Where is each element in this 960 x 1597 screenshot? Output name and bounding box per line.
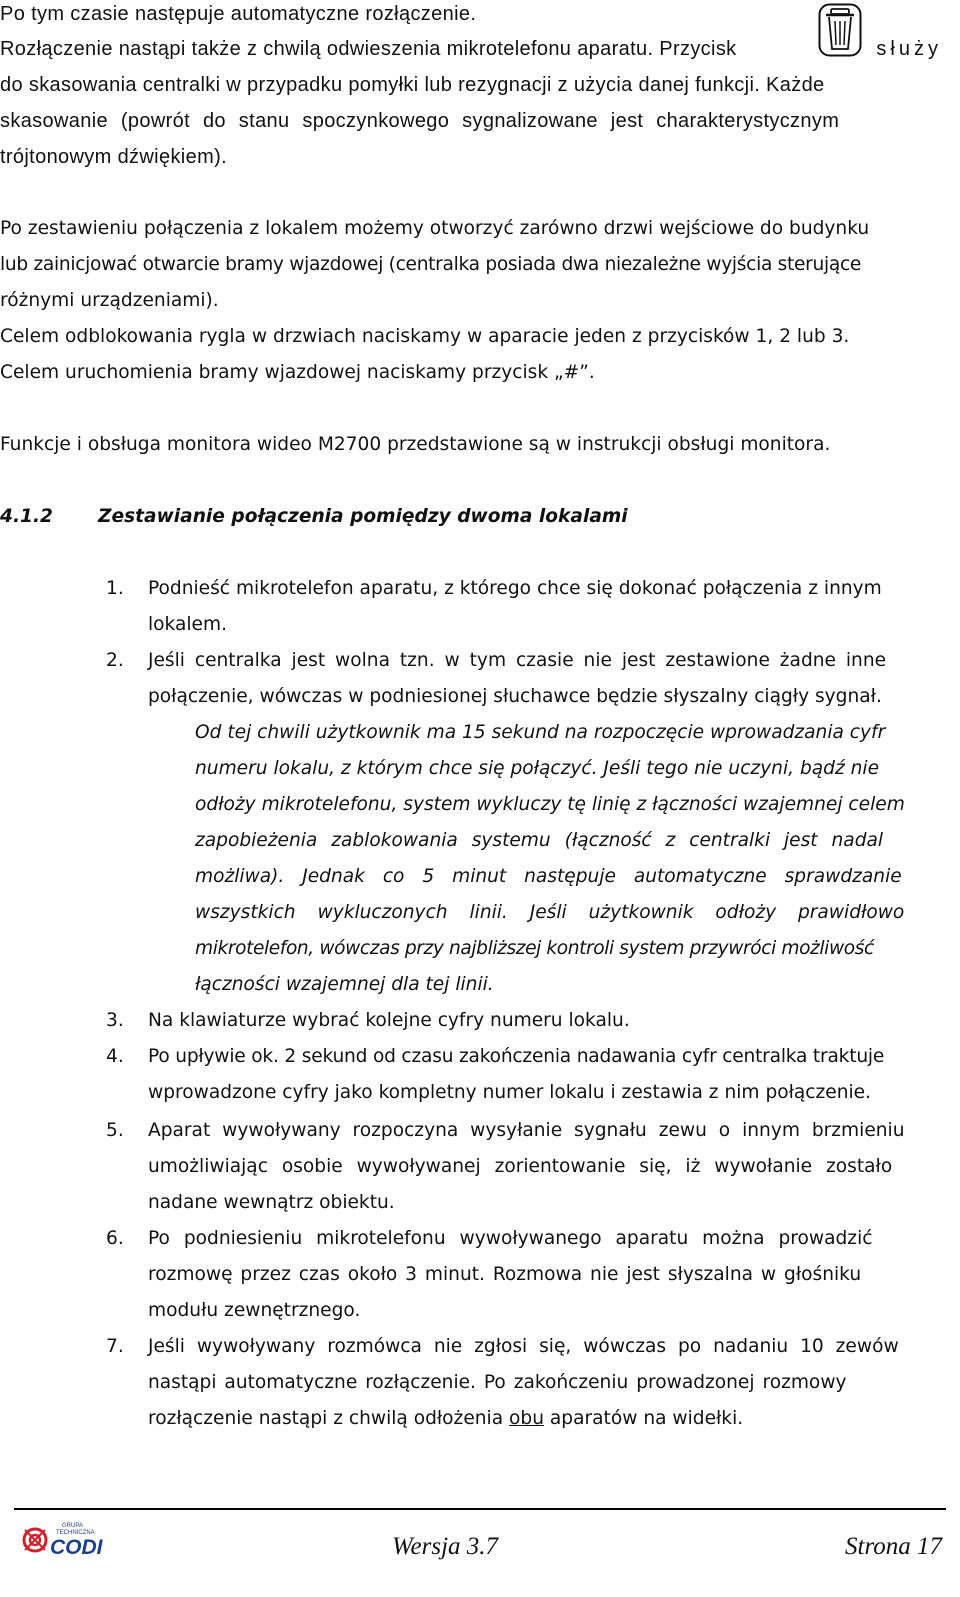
step-text-line: wprowadzone cyfry jako kompletny numer lokalu i zestawia z nim połączenie. [148,1082,872,1103]
para2-line-1: Po zestawieniu połączenia z lokalem możemy otworzyć zarówno drzwi wejściowe do budynku [0,218,870,239]
step-text-line: Na klawiaturze wybrać kolejne cyfry numeru lokalu. [148,1010,630,1031]
step-number: 5. [106,1120,124,1141]
step-text-line: Jeśli centralka jest wolna tzn. w tym czasie nie jest zestawione żadne inne [148,650,887,671]
logo-top-text: GRUPA [62,1523,83,1529]
para2-line-3: różnymi urządzeniami). [0,290,219,311]
logo-mid-text: TECHNICZNA [56,1530,95,1536]
top-line-2a: Rozłączenie nastąpi także z chwilą odwieszenia mikrotelefonu aparatu. Przycisk [0,38,737,60]
top-line-2b: służy [876,38,942,60]
step-text-line: modułu zewnętrznego. [148,1300,361,1321]
company-logo [20,1518,120,1562]
para3-line: Funkcje i obsługa monitora wideo M2700 przedstawione są w instrukcji obsługi monitora. [0,434,831,455]
footer-version: Wersja 3.7 [392,1533,499,1560]
top-line-3: do skasowania centralki w przypadku pomyłki lub rezygnacji z użycia danej funkcji. Każde [0,74,825,96]
step-text-line: lokalem. [148,614,228,635]
para2-line-4: Celem odblokowania rygla w drzwiach naciskamy w aparacie jeden z przycisków 1, 2 lub 3. [0,326,850,347]
step-text-line: rozmowę przez czas około 3 minut. Rozmowa nie jest słyszalna w głośniku [148,1264,862,1285]
top-line-1: Po tym czasie następuje automatyczne rozłączenie. [0,3,477,25]
logo-main-text: CODI [50,1536,103,1559]
step-number: 4. [106,1046,124,1067]
note-line: wszystkich wykluczonych linii. Jeśli użytkownik odłoży prawidłowo [195,902,905,923]
step-text-line: Po upływie ok. 2 sekund od czasu zakończenia nadawania cyfr centralka traktuje [148,1046,885,1067]
note-line: mikrotelefon, wówczas przy najbliższej kontroli system przywróci możliwość [195,938,874,959]
trash-bin-icon [818,3,862,57]
section-title: Zestawianie połączenia pomiędzy dwoma lokalami [98,506,628,527]
section-number: 4.1.2 [0,506,53,527]
step-number: 2. [106,650,124,671]
step-number: 7. [106,1336,124,1357]
note-line: Od tej chwili użytkownik ma 15 sekund na rozpoczęcie wprowadzania cyfr [195,722,886,743]
step-text-fragment: rozłączenie nastąpi z chwilą odłożenia [148,1408,510,1429]
note-line: odłoży mikrotelefonu, system wykluczy tę linię z łączności wzajemnej celem [195,794,905,815]
footer-divider [14,1508,946,1510]
top-line-5: trójtonowym dźwiękiem). [0,146,227,168]
footer-page-number: Strona 17 [845,1533,942,1560]
step-text-line [148,1408,743,1429]
step-text-line: Jeśli wywoływany rozmówca nie zgłosi się, wówczas po nadaniu 10 zewów [148,1336,899,1357]
step-text-line: połączenie, wówczas w podniesionej słuchawce będzie słyszalny ciągły sygnał. [148,686,882,707]
top-line-4: skasowanie (powrót do stanu spoczynkowego sygnalizowane jest charakterystycznym [0,110,840,132]
step-text-line: Po podniesieniu mikrotelefonu wywoływanego aparatu można prowadzić [148,1228,873,1249]
step-text-line: Podnieść mikrotelefon aparatu, z którego chce się dokonać połączenia z innym [148,578,882,599]
note-line: numeru lokalu, z którym chce się połączyć. Jeśli tego nie uczyni, bądź nie [195,758,880,779]
step-text-fragment: aparatów na widełki. [544,1408,744,1429]
para2-line-5: Celem uruchomienia bramy wjazdowej naciskamy przycisk „#”. [0,362,595,383]
step-number: 6. [106,1228,124,1249]
step-text-line: umożliwiając osobie wywoływanej zorientowanie się, iż wywołanie zostało [148,1156,893,1177]
para2-line-2: lub zainicjować otwarcie bramy wjazdowej (centralka posiada dwa niezależne wyjścia sterujące [0,254,862,275]
note-line: zapobieżenia zablokowania systemu (łączność z centralki jest nadal [195,830,884,851]
step-text-line: nadane wewnątrz obiektu. [148,1192,395,1213]
logo-emblem-icon [24,1529,46,1551]
note-line: możliwa). Jednak co 5 minut następuje automatyczne sprawdzanie [195,866,902,887]
note-line: łączności wzajemnej dla tej linii. [195,974,494,995]
step-text-line: nastąpi automatyczne rozłączenie. Po zakończeniu prowadzonej rozmowy [148,1372,847,1393]
underlined-word: obu [509,1408,544,1429]
step-number: 3. [106,1010,124,1031]
step-number: 1. [106,578,124,599]
step-text-line: Aparat wywoływany rozpoczyna wysyłanie sygnału zewu o innym brzmieniu [148,1120,905,1141]
